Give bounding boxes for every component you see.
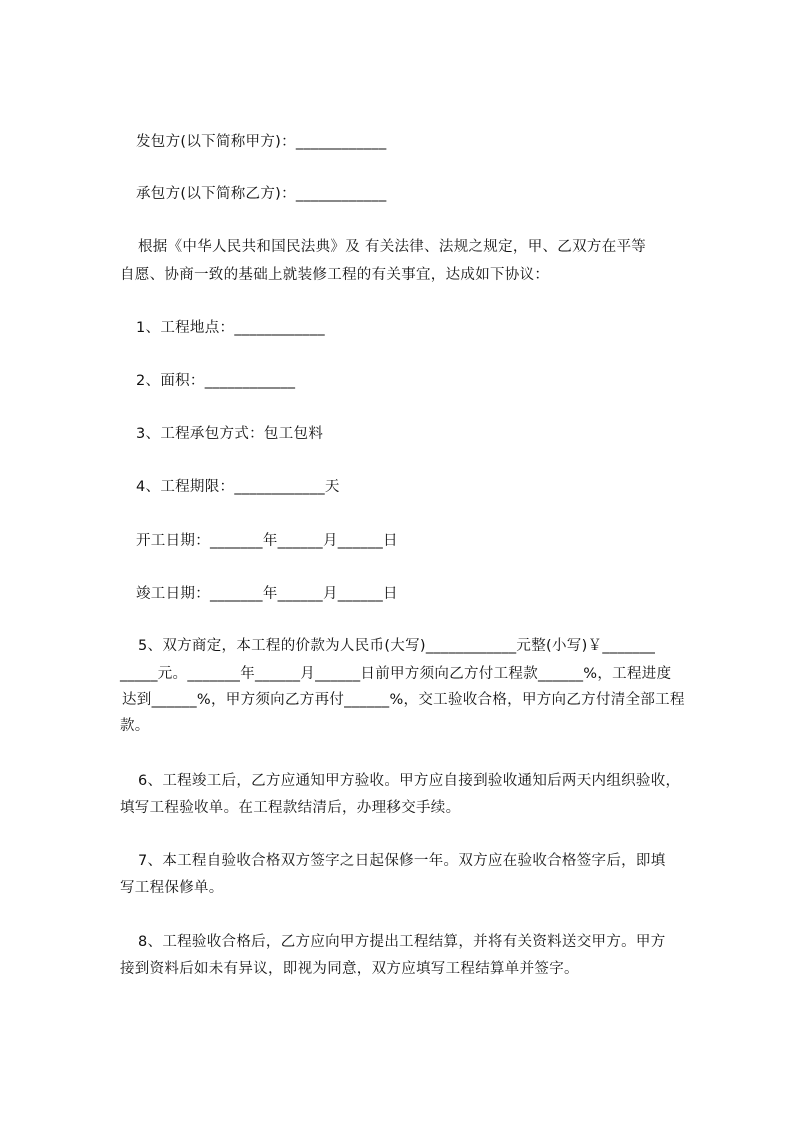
item-3-contract-mode: 3、工程承包方式：包工包料	[136, 426, 324, 442]
item-4-duration: 4、工程期限：____________天	[136, 479, 340, 495]
item-5-line-2: _____元。_______年______月______日前甲方须向乙方付工程款______%，工程进度	[120, 666, 672, 682]
item-7-line-2: 写工程保修单。	[120, 880, 224, 896]
party-a-line: 发包方(以下简称甲方)：____________	[136, 134, 387, 150]
item-6-line-2: 填写工程验收单。在工程款结清后，办理移交手续。	[120, 800, 461, 816]
item-5-line-3: 达到______%，甲方须向乙方再付______%，交工验收合格，甲方向乙方付清全部工程	[122, 692, 685, 708]
item-1-location: 1、工程地点：____________	[136, 320, 325, 336]
intro-line-2: 自愿、协商一致的基础上就装修工程的有关事宜，达成如下协议：	[120, 267, 550, 283]
item-6-line-1: 6、工程竣工后，乙方应通知甲方验收。甲方应自接到验收通知后两天内组织验收，	[138, 773, 681, 789]
item-7-line-1: 7、本工程自验收合格双方签字之日起保修一年。双方应在验收合格签字后，即填	[138, 853, 666, 869]
intro-line-1: 根据《中华人民共和国民法典》及 有关法律、法规之规定，甲、乙双方在平等	[138, 239, 647, 255]
item-5-line-1: 5、双方商定，本工程的价款为人民币(大写)____________元整(小写)￥_______	[138, 638, 656, 654]
party-b-line: 承包方(以下简称乙方)：____________	[136, 186, 387, 202]
item-5-line-4: 款。	[120, 718, 150, 734]
start-date-line: 开工日期：_______年______月______日	[136, 533, 398, 549]
item-8-line-2: 接到资料后如未有异议，即视为同意，双方应填写工程结算单并签字。	[120, 961, 579, 977]
item-2-area: 2、面积：____________	[136, 373, 296, 389]
item-8-line-1: 8、工程验收合格后，乙方应向甲方提出工程结算，并将有关资料送交甲方。甲方	[138, 934, 666, 950]
end-date-line: 竣工日期：_______年______月______日	[136, 586, 398, 602]
